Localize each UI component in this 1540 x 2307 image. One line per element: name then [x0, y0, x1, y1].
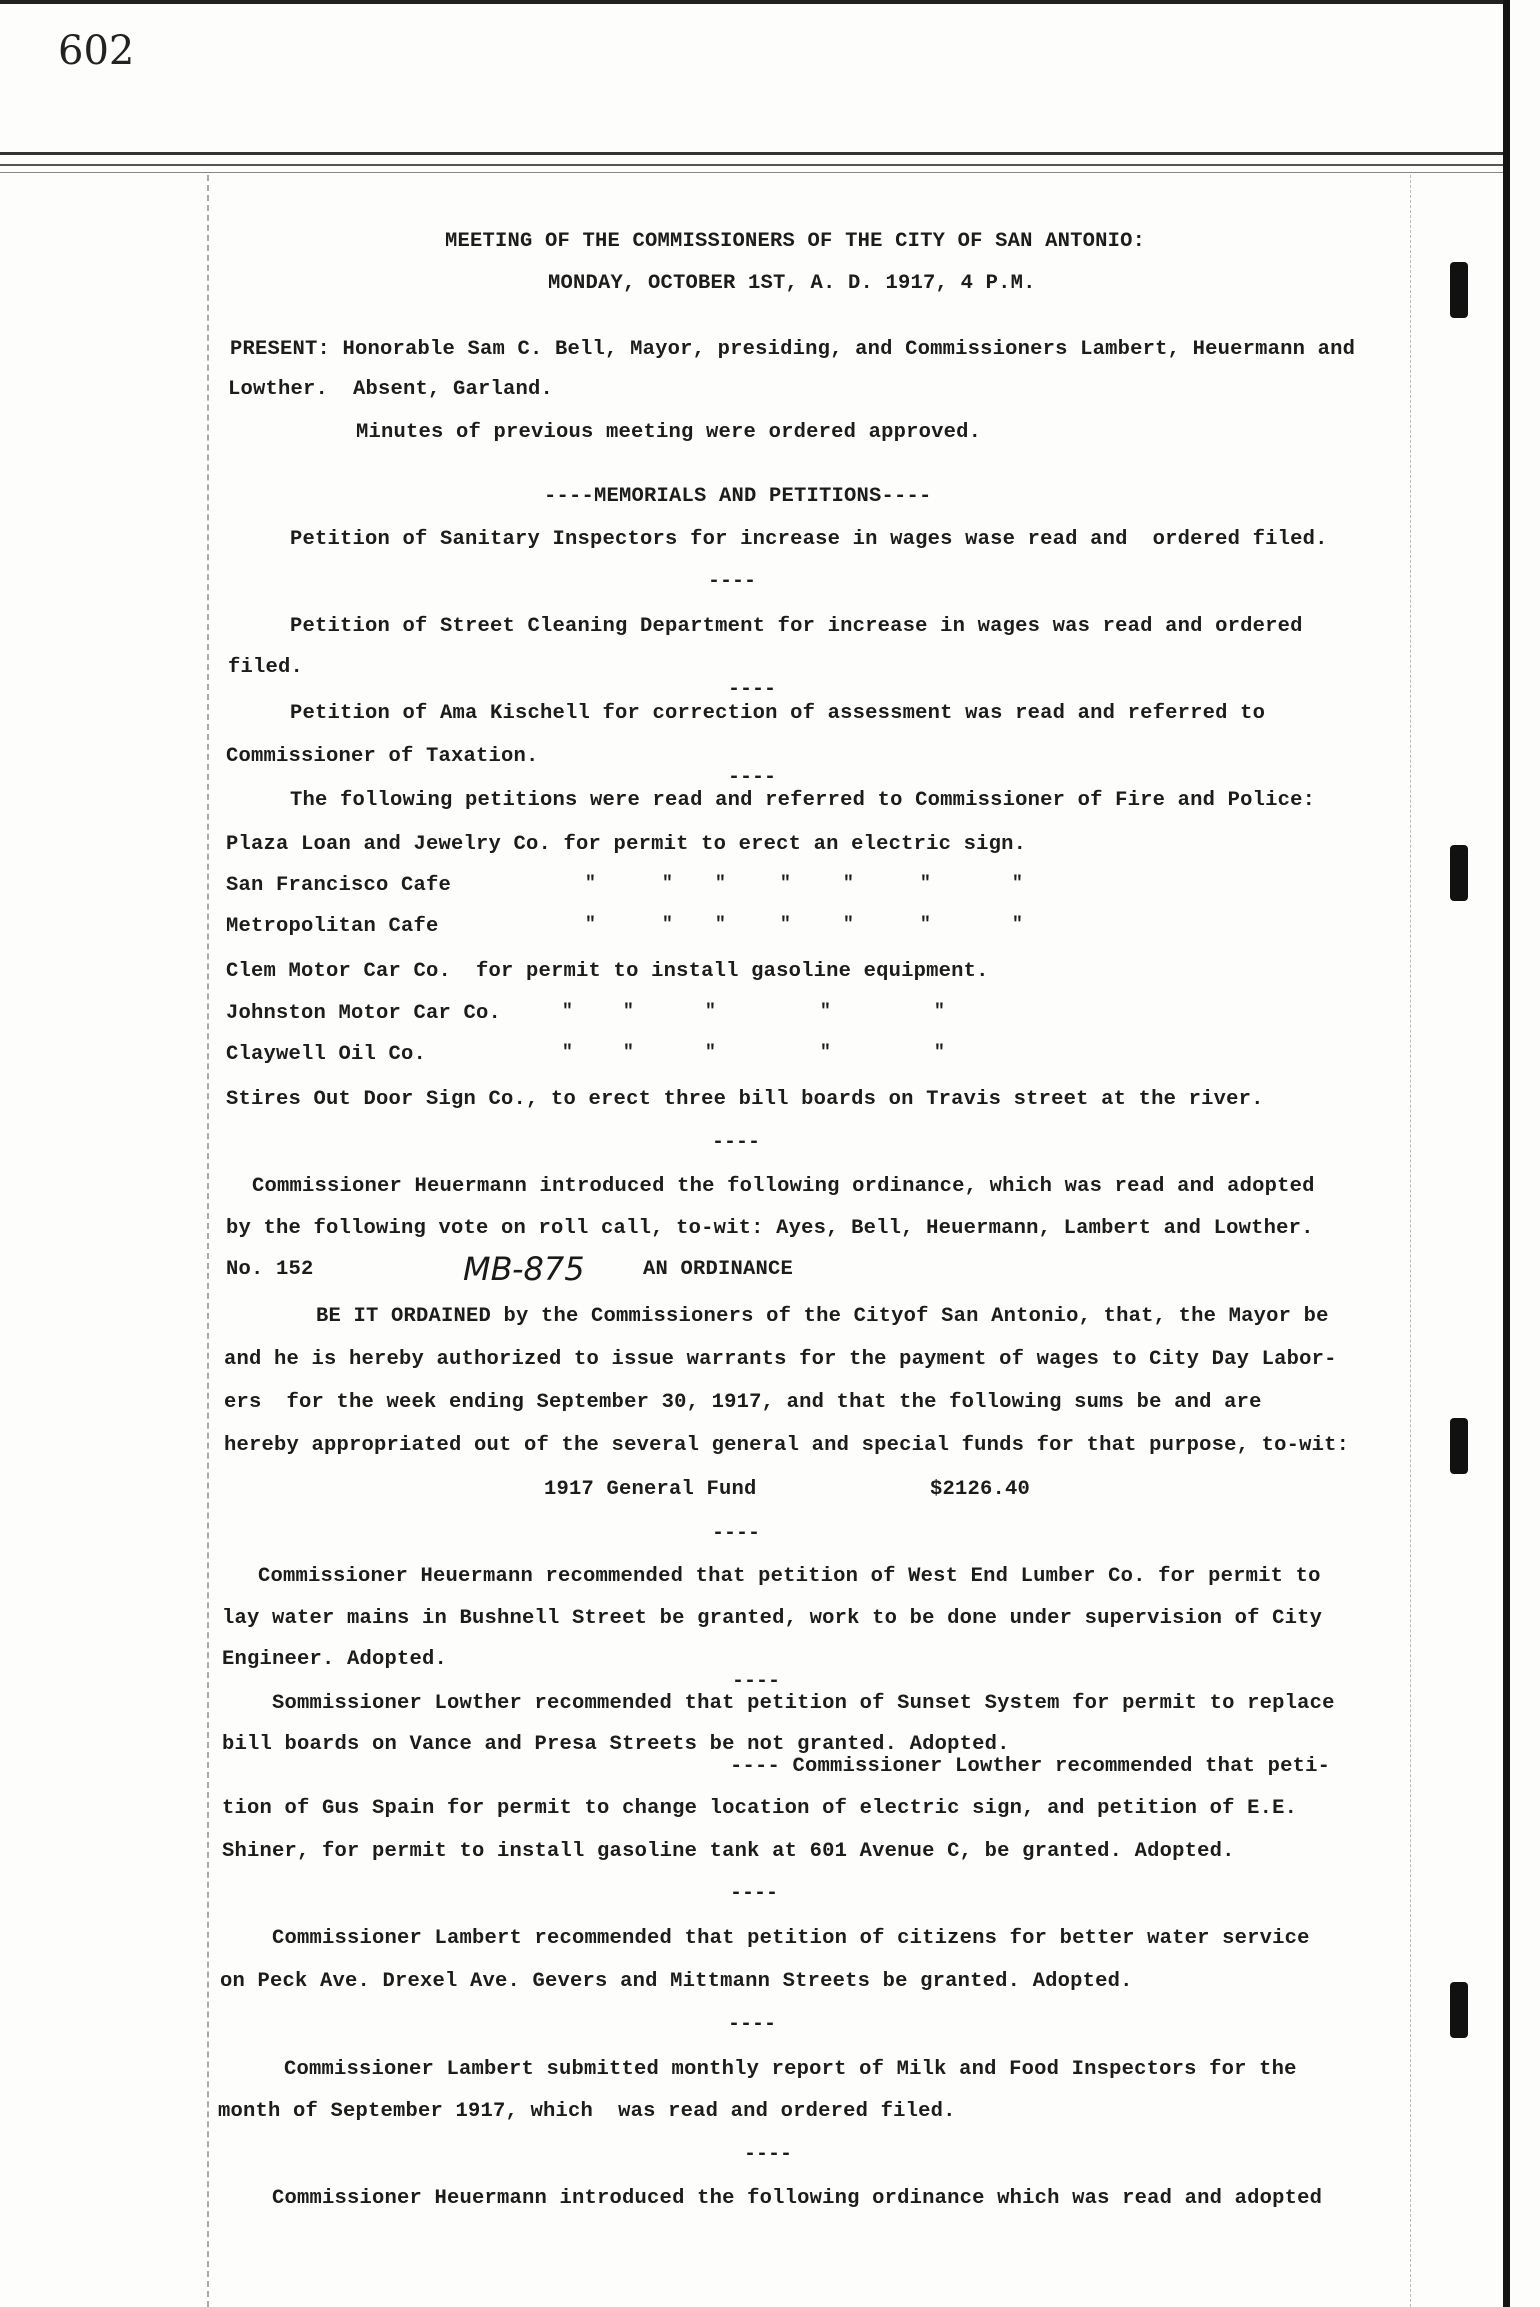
ditto-mark: "	[715, 874, 726, 894]
binding-mark	[1450, 1982, 1468, 2038]
petition-text: filed.	[228, 656, 304, 679]
ditto-mark: "	[562, 1043, 573, 1063]
recommendation-text: Commissioner Lambert recommended that petition of citizens for better water service	[272, 1927, 1310, 1950]
petition-text: Commissioner of Taxation.	[226, 745, 539, 768]
petition-text: Petition of Street Cleaning Department for increase in wages was read and ordered	[290, 615, 1303, 638]
ordinance-number: No. 152	[226, 1258, 314, 1281]
separator: ----	[730, 1882, 779, 1905]
recommendation-text: Commissioner Lambert submitted monthly report of Milk and Food Inspectors for the	[284, 2058, 1297, 2081]
right-page-edge	[1503, 0, 1510, 2307]
binding-mark	[1450, 1418, 1468, 1474]
separator: ----	[728, 2013, 777, 2036]
header-rule	[0, 164, 1503, 166]
petition-text: The following petitions were read and referred to Commissioner of Fire and Police:	[290, 789, 1316, 812]
ordinance-intro: Commissioner Heuermann introduced the following ordinance, which was read and adopted	[252, 1175, 1315, 1198]
page-number: 602	[58, 28, 135, 74]
ditto-mark: "	[562, 1002, 573, 1022]
minutes-line: Minutes of previous meeting were ordered approved.	[356, 421, 982, 444]
separator: ----	[728, 766, 777, 789]
fund-name: 1917 General Fund	[544, 1478, 757, 1501]
ditto-mark: "	[585, 915, 596, 935]
ordinance-title: AN ORDINANCE	[643, 1258, 794, 1281]
petition-text: Petition of Ama Kischell for correction of assessment was read and referred to	[290, 702, 1266, 725]
ordinance-body: and he is hereby authorized to issue warrants for the payment of wages to City Day Labor-	[224, 1348, 1337, 1371]
section-title: ----MEMORIALS AND PETITIONS----	[544, 485, 932, 508]
ditto-mark: "	[920, 915, 931, 935]
recommendation-text: on Peck Ave. Drexel Ave. Gevers and Mittmann Streets be granted. Adopted.	[220, 1970, 1133, 1993]
recommendation-text: ---- Commissioner Lowther recommended that peti-	[730, 1755, 1331, 1778]
separator: ----	[728, 678, 777, 701]
ordinance-intro: by the following vote on roll call, to-wit: Ayes, Bell, Heuermann, Lambert and Lowther.	[226, 1217, 1314, 1240]
petition-list-item: Metropolitan Cafe	[226, 915, 439, 938]
binding-mark	[1450, 262, 1468, 318]
separator: ----	[712, 1131, 761, 1154]
right-margin-line	[1410, 175, 1412, 2307]
ditto-mark: "	[623, 1043, 634, 1063]
ditto-mark: "	[934, 1002, 945, 1022]
ditto-mark: "	[705, 1043, 716, 1063]
top-border	[0, 0, 1510, 4]
petition-list-item: Stires Out Door Sign Co., to erect three bill boards on Travis street at the river.	[226, 1088, 1264, 1111]
recommendation-text: Engineer. Adopted.	[222, 1648, 448, 1671]
ordinance-body: BE IT ORDAINED by the Commissioners of the Cityof San Antonio, that, the Mayor be	[316, 1305, 1329, 1328]
ditto-mark: "	[585, 874, 596, 894]
ditto-mark: "	[780, 915, 791, 935]
petition-list-item: Johnston Motor Car Co.	[226, 1002, 502, 1025]
header-rule	[0, 172, 1503, 173]
ditto-mark: "	[934, 1043, 945, 1063]
binding-mark	[1450, 845, 1468, 901]
recommendation-text: Shiner, for permit to install gasoline tank at 601 Avenue C, be granted. Adopted.	[222, 1840, 1235, 1863]
handwritten-annotation: MB-875	[463, 1250, 585, 1288]
ditto-mark: "	[920, 874, 931, 894]
present-line: Lowther. Absent, Garland.	[228, 378, 554, 401]
ditto-mark: "	[623, 1002, 634, 1022]
ditto-mark: "	[705, 1002, 716, 1022]
recommendation-text: Commissioner Heuermann recommended that petition of West End Lumber Co. for permit to	[258, 1565, 1321, 1588]
ditto-mark: "	[820, 1043, 831, 1063]
recommendation-text: bill boards on Vance and Presa Streets be not granted. Adopted.	[222, 1733, 1010, 1756]
recommendation-text: tion of Gus Spain for permit to change location of electric sign, and petition of E.E.	[222, 1797, 1298, 1820]
separator: ----	[712, 1522, 761, 1545]
left-margin-line	[207, 175, 211, 2307]
ditto-mark: "	[780, 874, 791, 894]
separator: ----	[732, 1670, 781, 1693]
ditto-mark: "	[843, 874, 854, 894]
ditto-mark: "	[843, 915, 854, 935]
ditto-mark: "	[662, 915, 673, 935]
ditto-mark: "	[1012, 874, 1023, 894]
meeting-date: MONDAY, OCTOBER 1ST, A. D. 1917, 4 P.M.	[548, 272, 1036, 295]
header-rule	[0, 152, 1503, 155]
ditto-mark: "	[820, 1002, 831, 1022]
recommendation-text: Sommissioner Lowther recommended that petition of Sunset System for permit to replace	[272, 1692, 1335, 1715]
separator: ----	[708, 570, 757, 593]
recommendation-text: month of September 1917, which was read and ordered filed.	[218, 2100, 956, 2123]
petition-list-item: San Francisco Cafe	[226, 874, 452, 897]
recommendation-text: Commissioner Heuermann introduced the following ordinance which was read and adopted	[272, 2187, 1323, 2210]
ordinance-body: hereby appropriated out of the several general and special funds for that purpose, to-wit:	[224, 1434, 1350, 1457]
meeting-heading: MEETING OF THE COMMISSIONERS OF THE CITY OF SAN ANTONIO:	[445, 230, 1146, 253]
separator: ----	[744, 2143, 793, 2166]
present-line: PRESENT: Honorable Sam C. Bell, Mayor, presiding, and Commissioners Lambert, Heuermann and	[230, 338, 1356, 361]
ditto-mark: "	[1012, 915, 1023, 935]
petition-text: Petition of Sanitary Inspectors for increase in wages wase read and ordered filed.	[290, 528, 1328, 551]
recommendation-text: lay water mains in Bushnell Street be granted, work to be done under supervision of City	[222, 1607, 1323, 1630]
fund-amount: $2126.40	[930, 1478, 1031, 1501]
petition-list-item: Clem Motor Car Co. for permit to install gasoline equipment.	[226, 960, 989, 983]
ordinance-body: ers for the week ending September 30, 1917, and that the following sums be and are	[224, 1391, 1262, 1414]
ditto-mark: "	[662, 874, 673, 894]
ditto-mark: "	[715, 915, 726, 935]
petition-list-item: Plaza Loan and Jewelry Co. for permit to erect an electric sign.	[226, 833, 1027, 856]
petition-list-item: Claywell Oil Co.	[226, 1043, 427, 1066]
